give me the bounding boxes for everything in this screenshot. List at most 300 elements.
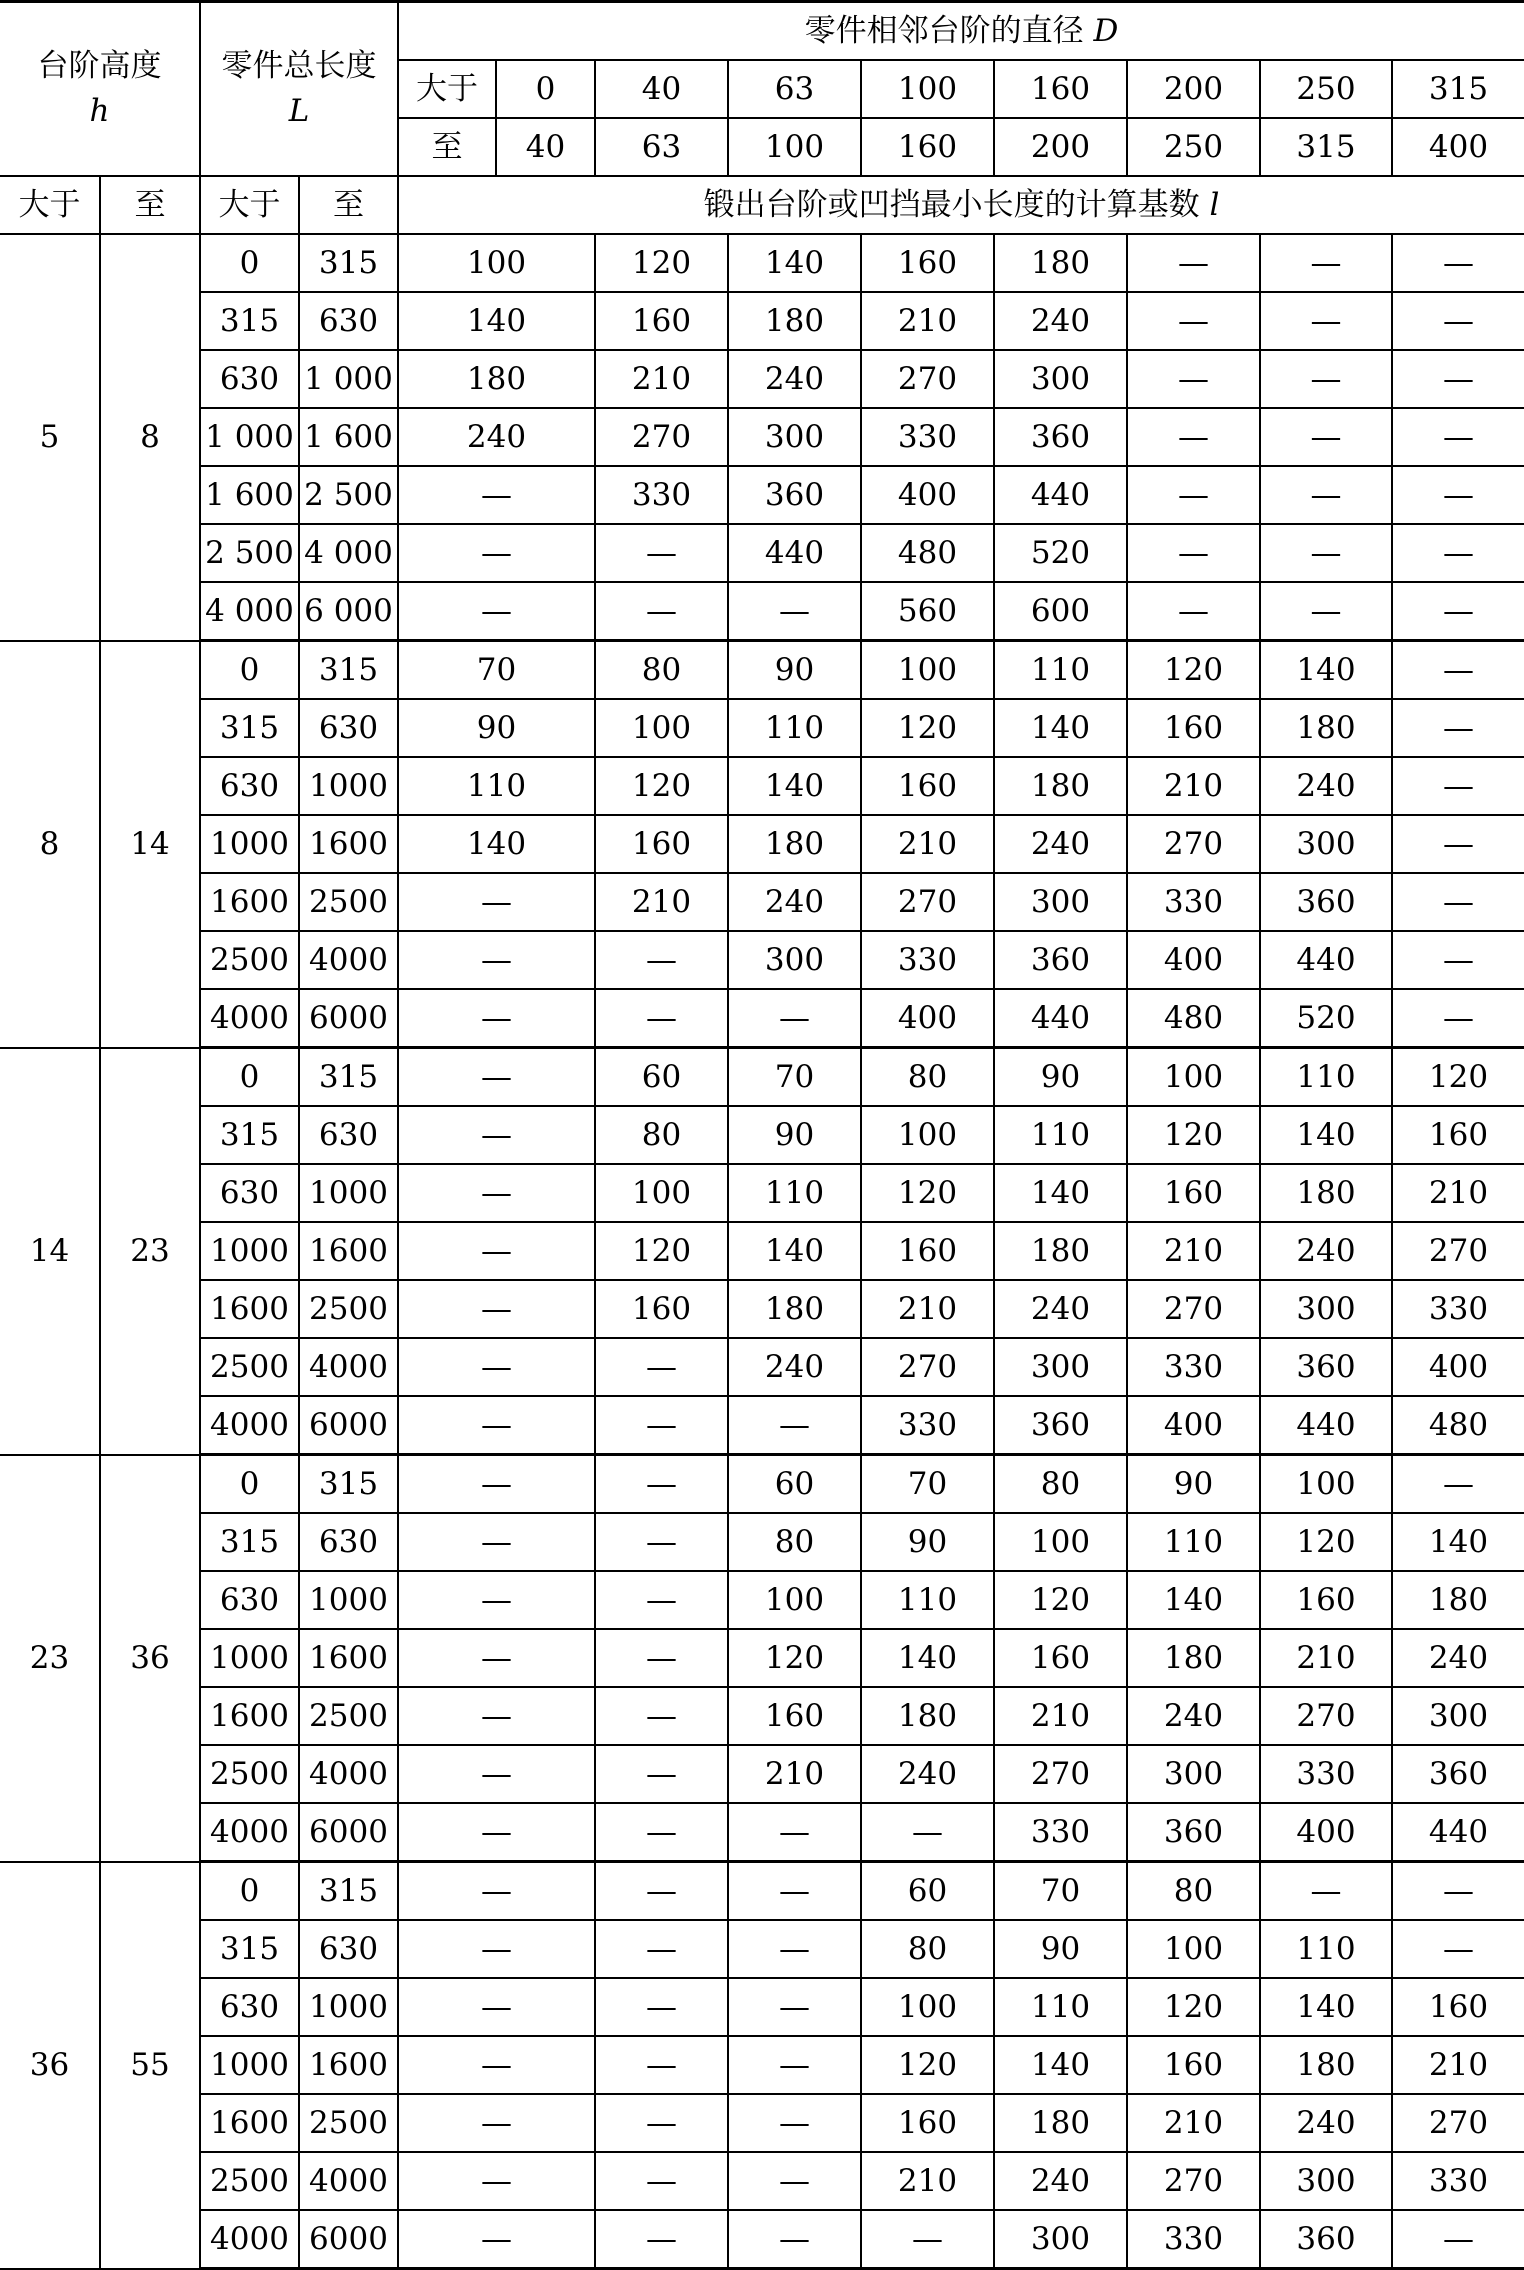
base-length-value: 520 bbox=[994, 524, 1127, 582]
l-to-value: 2500 bbox=[299, 2094, 398, 2152]
base-length-value: 160 bbox=[595, 815, 728, 873]
base-length-value: 400 bbox=[1127, 931, 1260, 989]
base-length-value: 270 bbox=[1392, 2094, 1524, 2152]
base-length-value: — bbox=[1392, 234, 1524, 292]
h-to-value: 8 bbox=[100, 234, 200, 641]
base-length-value: 240 bbox=[1392, 1629, 1524, 1687]
base-length-value: 360 bbox=[994, 931, 1127, 989]
base-length-value: — bbox=[595, 931, 728, 989]
table-row bbox=[0, 1920, 1524, 1978]
base-length-value: 80 bbox=[1127, 1862, 1260, 1921]
base-length-value: 140 bbox=[994, 1164, 1127, 1222]
table-row bbox=[0, 1571, 1524, 1629]
base-length-value: 140 bbox=[1260, 1106, 1392, 1164]
base-length-value: 140 bbox=[728, 1222, 861, 1280]
base-length-value: 210 bbox=[1127, 757, 1260, 815]
base-length-value: 210 bbox=[728, 1745, 861, 1803]
step-height-label: 台阶高度 bbox=[37, 48, 162, 85]
base-length-value: 180 bbox=[728, 815, 861, 873]
base-length-value: 240 bbox=[728, 1338, 861, 1396]
table-row bbox=[0, 931, 1524, 989]
base-length-value: 180 bbox=[861, 1687, 994, 1745]
base-length-value: 240 bbox=[1260, 1222, 1392, 1280]
diameter-label: 零件相邻台阶的直径 bbox=[804, 12, 1084, 49]
base-length-value: — bbox=[595, 1803, 728, 1862]
base-length-value: — bbox=[595, 1629, 728, 1687]
base-header bbox=[398, 176, 1524, 234]
l-to-value: 6000 bbox=[299, 2210, 398, 2269]
base-length-value: 300 bbox=[1260, 815, 1392, 873]
base-length-value: 360 bbox=[994, 1396, 1127, 1455]
l-above-value: 0 bbox=[200, 234, 299, 292]
base-length-value: — bbox=[595, 1978, 728, 2036]
base-length-value: 80 bbox=[861, 1920, 994, 1978]
diameter-above-label: 大于 bbox=[398, 60, 496, 118]
base-length-value: 240 bbox=[1260, 2094, 1392, 2152]
l-to-value: 315 bbox=[299, 1862, 398, 1921]
base-length-value: — bbox=[1392, 989, 1524, 1048]
base-length-value: 270 bbox=[595, 408, 728, 466]
base-length-value: 90 bbox=[398, 699, 595, 757]
l-to-value: 1600 bbox=[299, 1222, 398, 1280]
table-row bbox=[0, 815, 1524, 873]
l-above-value: 4000 bbox=[200, 989, 299, 1048]
base-length-value: 100 bbox=[861, 1978, 994, 2036]
l-to-value: 2500 bbox=[299, 1280, 398, 1338]
base-length-value: 90 bbox=[1127, 1455, 1260, 1514]
base-length-value: 330 bbox=[1260, 1745, 1392, 1803]
l-above-value: 4000 bbox=[200, 2210, 299, 2269]
diameter-to-value: 63 bbox=[595, 118, 728, 176]
l-above-value: 0 bbox=[200, 1862, 299, 1921]
base-length-value: — bbox=[728, 2210, 861, 2269]
base-length-value: — bbox=[398, 989, 595, 1048]
diameter-var: D bbox=[1093, 12, 1119, 49]
l-to-value: 4 000 bbox=[299, 524, 398, 582]
base-length-value: 80 bbox=[595, 1106, 728, 1164]
base-length-value: — bbox=[595, 1513, 728, 1571]
base-length-value: — bbox=[398, 1571, 595, 1629]
table-row bbox=[0, 2152, 1524, 2210]
base-length-value: — bbox=[1127, 292, 1260, 350]
base-length-value: 240 bbox=[728, 350, 861, 408]
base-length-value: 300 bbox=[1260, 2152, 1392, 2210]
base-length-value: — bbox=[728, 1862, 861, 1921]
h-above-label: 大于 bbox=[0, 176, 100, 234]
table-row bbox=[0, 1338, 1524, 1396]
table-row bbox=[0, 1978, 1524, 2036]
l-above-value: 2500 bbox=[200, 2152, 299, 2210]
base-length-value: 180 bbox=[398, 350, 595, 408]
l-to-value: 6000 bbox=[299, 1803, 398, 1862]
base-length-value: 120 bbox=[861, 2036, 994, 2094]
base-length-value: — bbox=[398, 1338, 595, 1396]
table-row bbox=[0, 699, 1524, 757]
base-length-value: 160 bbox=[595, 292, 728, 350]
base-length-value: — bbox=[1392, 757, 1524, 815]
base-length-value: 80 bbox=[994, 1455, 1127, 1514]
base-length-value: — bbox=[595, 1396, 728, 1455]
base-length-value: 120 bbox=[1127, 1978, 1260, 2036]
table-row bbox=[0, 1280, 1524, 1338]
base-length-value: 180 bbox=[1260, 699, 1392, 757]
h-above-value: 8 bbox=[0, 641, 100, 1048]
base-length-value: 110 bbox=[728, 1164, 861, 1222]
base-length-value: 100 bbox=[728, 1571, 861, 1629]
base-length-value: 270 bbox=[861, 873, 994, 931]
base-length-value: 180 bbox=[1260, 2036, 1392, 2094]
base-length-value: 210 bbox=[994, 1687, 1127, 1745]
table-row bbox=[0, 2210, 1524, 2269]
table-row bbox=[0, 1396, 1524, 1455]
base-length-value: 270 bbox=[1392, 1222, 1524, 1280]
base-length-value: 160 bbox=[861, 757, 994, 815]
l-to-value: 2 500 bbox=[299, 466, 398, 524]
base-length-value: 360 bbox=[1127, 1803, 1260, 1862]
l-to-value: 6 000 bbox=[299, 582, 398, 641]
base-length-value: — bbox=[1260, 1862, 1392, 1921]
base-length-value: 360 bbox=[728, 466, 861, 524]
l-above-value: 630 bbox=[200, 350, 299, 408]
l-above-value: 1600 bbox=[200, 2094, 299, 2152]
l-to-value: 1000 bbox=[299, 757, 398, 815]
base-length-value: 270 bbox=[1127, 2152, 1260, 2210]
base-length-value: — bbox=[728, 1978, 861, 2036]
h-above-value: 5 bbox=[0, 234, 100, 641]
base-length-value: 330 bbox=[595, 466, 728, 524]
base-length-value: — bbox=[1260, 582, 1392, 641]
base-length-value: 440 bbox=[1260, 1396, 1392, 1455]
base-length-value: — bbox=[595, 582, 728, 641]
base-length-value: 180 bbox=[728, 292, 861, 350]
base-length-value: 120 bbox=[1127, 641, 1260, 700]
base-length-value: — bbox=[398, 873, 595, 931]
base-length-value: 210 bbox=[1392, 2036, 1524, 2094]
base-length-value: — bbox=[1260, 408, 1392, 466]
base-length-value: 160 bbox=[861, 1222, 994, 1280]
base-length-value: — bbox=[1392, 350, 1524, 408]
l-above-value: 0 bbox=[200, 641, 299, 700]
diameter-above-value: 200 bbox=[1127, 60, 1260, 118]
base-length-value: — bbox=[1127, 408, 1260, 466]
l-to-value: 4000 bbox=[299, 2152, 398, 2210]
base-length-value: — bbox=[398, 1106, 595, 1164]
l-to-value: 1600 bbox=[299, 1629, 398, 1687]
table-row bbox=[0, 524, 1524, 582]
l-to-value: 2500 bbox=[299, 1687, 398, 1745]
base-length-value: — bbox=[398, 1222, 595, 1280]
base-length-value: 100 bbox=[398, 234, 595, 292]
base-length-value: — bbox=[595, 1455, 728, 1514]
base-length-value: 120 bbox=[595, 757, 728, 815]
base-length-value: — bbox=[398, 1164, 595, 1222]
base-length-value: — bbox=[1260, 524, 1392, 582]
base-length-value: 100 bbox=[1127, 1920, 1260, 1978]
base-length-value: 60 bbox=[595, 1048, 728, 1107]
base-length-value: 120 bbox=[1392, 1048, 1524, 1107]
base-length-value: 120 bbox=[595, 1222, 728, 1280]
table-row bbox=[0, 292, 1524, 350]
h-to-value: 14 bbox=[100, 641, 200, 1048]
l-above-value: 1000 bbox=[200, 1629, 299, 1687]
diameter-above-value: 0 bbox=[496, 60, 595, 118]
l-to-value: 315 bbox=[299, 1048, 398, 1107]
diameter-above-value: 100 bbox=[861, 60, 994, 118]
l-above-label: 大于 bbox=[200, 176, 299, 234]
base-length-value: 60 bbox=[861, 1862, 994, 1921]
table-row bbox=[0, 1513, 1524, 1571]
base-length-value: — bbox=[1392, 292, 1524, 350]
base-length-value: — bbox=[398, 1745, 595, 1803]
base-length-value: 160 bbox=[595, 1280, 728, 1338]
base-length-value: — bbox=[398, 1862, 595, 1921]
base-length-value: — bbox=[595, 2036, 728, 2094]
base-length-value: 240 bbox=[1260, 757, 1392, 815]
l-above-value: 315 bbox=[200, 699, 299, 757]
base-length-value: 210 bbox=[1260, 1629, 1392, 1687]
diameter-to-value: 315 bbox=[1260, 118, 1392, 176]
base-length-value: — bbox=[398, 931, 595, 989]
total-length-header bbox=[200, 2, 398, 177]
diameter-to-value: 160 bbox=[861, 118, 994, 176]
l-above-value: 4000 bbox=[200, 1396, 299, 1455]
h-above-value: 14 bbox=[0, 1048, 100, 1455]
l-above-value: 630 bbox=[200, 1978, 299, 2036]
l-above-value: 1000 bbox=[200, 2036, 299, 2094]
table-row bbox=[0, 1862, 1524, 1921]
base-length-value: 180 bbox=[1260, 1164, 1392, 1222]
base-length-value: — bbox=[1260, 350, 1392, 408]
l-to-value: 315 bbox=[299, 641, 398, 700]
base-length-value: 160 bbox=[1127, 1164, 1260, 1222]
base-length-value: 100 bbox=[861, 641, 994, 700]
base-length-value: 330 bbox=[1127, 2210, 1260, 2269]
base-length-value: 440 bbox=[994, 989, 1127, 1048]
base-length-value: 440 bbox=[1260, 931, 1392, 989]
base-length-value: 240 bbox=[861, 1745, 994, 1803]
base-length-value: — bbox=[398, 1629, 595, 1687]
base-length-value: 180 bbox=[1392, 1571, 1524, 1629]
base-length-value: 140 bbox=[994, 2036, 1127, 2094]
base-length-value: — bbox=[398, 2036, 595, 2094]
base-length-value: 180 bbox=[994, 757, 1127, 815]
base-length-value: — bbox=[728, 989, 861, 1048]
table-row bbox=[0, 873, 1524, 931]
base-length-value: 270 bbox=[861, 1338, 994, 1396]
base-length-value: 240 bbox=[994, 2152, 1127, 2210]
l-above-value: 1000 bbox=[200, 815, 299, 873]
base-length-value: 330 bbox=[861, 931, 994, 989]
base-length-value: 270 bbox=[1127, 1280, 1260, 1338]
base-length-value: 160 bbox=[861, 2094, 994, 2152]
base-length-value: 400 bbox=[861, 989, 994, 1048]
base-length-value: 480 bbox=[1392, 1396, 1524, 1455]
base-length-value: — bbox=[398, 2094, 595, 2152]
base-length-value: 180 bbox=[994, 2094, 1127, 2152]
base-length-value: 120 bbox=[595, 234, 728, 292]
base-length-value: 440 bbox=[1392, 1803, 1524, 1862]
base-length-value: 180 bbox=[994, 234, 1127, 292]
base-length-value: — bbox=[728, 2152, 861, 2210]
base-length-value: 240 bbox=[994, 292, 1127, 350]
base-length-value: 140 bbox=[398, 292, 595, 350]
base-length-value: 160 bbox=[1392, 1978, 1524, 2036]
base-length-value: 160 bbox=[1127, 2036, 1260, 2094]
base-length-value: 90 bbox=[861, 1513, 994, 1571]
base-length-value: 60 bbox=[728, 1455, 861, 1514]
l-above-value: 630 bbox=[200, 757, 299, 815]
table-row bbox=[0, 466, 1524, 524]
base-length-value: — bbox=[1392, 1455, 1524, 1514]
diameter-above-value: 160 bbox=[994, 60, 1127, 118]
base-length-value: — bbox=[398, 1396, 595, 1455]
base-length-value: 300 bbox=[1260, 1280, 1392, 1338]
base-length-value: 140 bbox=[994, 699, 1127, 757]
base-length-value: 330 bbox=[1127, 1338, 1260, 1396]
base-length-value: 360 bbox=[1260, 1338, 1392, 1396]
base-length-value: — bbox=[1392, 873, 1524, 931]
h-to-value: 55 bbox=[100, 1862, 200, 2269]
l-to-value: 6000 bbox=[299, 1396, 398, 1455]
base-length-value: 90 bbox=[994, 1920, 1127, 1978]
base-length-value: 160 bbox=[1392, 1106, 1524, 1164]
diameter-to-value: 250 bbox=[1127, 118, 1260, 176]
base-length-value: 210 bbox=[861, 2152, 994, 2210]
base-length-value: 440 bbox=[994, 466, 1127, 524]
base-length-value: 360 bbox=[1260, 873, 1392, 931]
base-length-value: 140 bbox=[1392, 1513, 1524, 1571]
step-height-var: h bbox=[89, 93, 110, 129]
base-length-value: 330 bbox=[861, 408, 994, 466]
table-row bbox=[0, 1164, 1524, 1222]
table-row bbox=[0, 1687, 1524, 1745]
base-length-value: 160 bbox=[1260, 1571, 1392, 1629]
base-length-value: 120 bbox=[1127, 1106, 1260, 1164]
base-length-value: — bbox=[595, 1862, 728, 1921]
l-to-value: 1600 bbox=[299, 815, 398, 873]
base-length-value: 210 bbox=[595, 350, 728, 408]
base-length-value: 70 bbox=[994, 1862, 1127, 1921]
h-above-value: 36 bbox=[0, 1862, 100, 2269]
base-length-value: 110 bbox=[1260, 1048, 1392, 1107]
base-length-value: 240 bbox=[994, 815, 1127, 873]
base-length-value: — bbox=[398, 1048, 595, 1107]
h-to-label: 至 bbox=[100, 176, 200, 234]
base-length-value: 70 bbox=[728, 1048, 861, 1107]
base-length-value: 120 bbox=[861, 699, 994, 757]
base-length-value: 360 bbox=[1392, 1745, 1524, 1803]
base-label: 锻出台阶或凹挡最小长度的计算基数 bbox=[703, 186, 1200, 223]
base-length-value: 360 bbox=[994, 408, 1127, 466]
l-above-value: 1 000 bbox=[200, 408, 299, 466]
l-to-value: 315 bbox=[299, 234, 398, 292]
table-row bbox=[0, 582, 1524, 641]
base-length-value: 440 bbox=[728, 524, 861, 582]
base-length-value: 120 bbox=[994, 1571, 1127, 1629]
base-length-value: — bbox=[1127, 524, 1260, 582]
l-to-label: 至 bbox=[299, 176, 398, 234]
base-length-value: 100 bbox=[595, 1164, 728, 1222]
base-length-value: — bbox=[861, 2210, 994, 2269]
table-row bbox=[0, 1745, 1524, 1803]
base-length-value: 160 bbox=[728, 1687, 861, 1745]
base-length-value: 240 bbox=[728, 873, 861, 931]
base-length-value: 240 bbox=[994, 1280, 1127, 1338]
base-length-value: 90 bbox=[728, 641, 861, 700]
base-length-value: 300 bbox=[728, 408, 861, 466]
base-length-value: — bbox=[1260, 234, 1392, 292]
base-length-value: 80 bbox=[595, 641, 728, 700]
base-length-value: 240 bbox=[1127, 1687, 1260, 1745]
header-row-4 bbox=[0, 176, 1524, 234]
l-above-value: 1 600 bbox=[200, 466, 299, 524]
base-length-value: — bbox=[398, 466, 595, 524]
base-length-value: 270 bbox=[861, 350, 994, 408]
base-length-value: 80 bbox=[861, 1048, 994, 1107]
table-row bbox=[0, 2094, 1524, 2152]
h-above-value: 23 bbox=[0, 1455, 100, 1862]
l-to-value: 1000 bbox=[299, 1571, 398, 1629]
base-length-value: 180 bbox=[728, 1280, 861, 1338]
l-above-value: 315 bbox=[200, 1513, 299, 1571]
base-length-value: 140 bbox=[728, 234, 861, 292]
base-length-value: — bbox=[595, 1745, 728, 1803]
base-length-value: 120 bbox=[1260, 1513, 1392, 1571]
diameter-to-value: 200 bbox=[994, 118, 1127, 176]
base-length-value: — bbox=[728, 1920, 861, 1978]
diameter-above-value: 315 bbox=[1392, 60, 1524, 118]
base-length-value: — bbox=[1392, 815, 1524, 873]
base-length-value: 330 bbox=[1127, 873, 1260, 931]
l-above-value: 1600 bbox=[200, 1280, 299, 1338]
base-length-value: — bbox=[1392, 699, 1524, 757]
base-length-value: — bbox=[1127, 466, 1260, 524]
base-length-value: 140 bbox=[398, 815, 595, 873]
base-length-value: 270 bbox=[1127, 815, 1260, 873]
base-length-value: 110 bbox=[861, 1571, 994, 1629]
l-above-value: 2500 bbox=[200, 931, 299, 989]
h-to-value: 23 bbox=[100, 1048, 200, 1455]
base-length-value: 140 bbox=[1260, 1978, 1392, 2036]
base-length-value: — bbox=[398, 2210, 595, 2269]
l-to-value: 1000 bbox=[299, 1978, 398, 2036]
table-row bbox=[0, 2036, 1524, 2094]
base-length-value: 110 bbox=[994, 1106, 1127, 1164]
table-row bbox=[0, 234, 1524, 292]
base-length-value: — bbox=[595, 1571, 728, 1629]
diameter-header bbox=[398, 2, 1524, 61]
base-length-value: 70 bbox=[861, 1455, 994, 1514]
diameter-above-value: 40 bbox=[595, 60, 728, 118]
l-above-value: 0 bbox=[200, 1455, 299, 1514]
base-length-value: 210 bbox=[861, 1280, 994, 1338]
h-to-value: 36 bbox=[100, 1455, 200, 1862]
l-above-value: 2500 bbox=[200, 1745, 299, 1803]
l-above-value: 2 500 bbox=[200, 524, 299, 582]
base-length-value: — bbox=[398, 524, 595, 582]
base-length-value: 160 bbox=[861, 234, 994, 292]
base-length-value: 180 bbox=[1127, 1629, 1260, 1687]
base-length-value: 160 bbox=[994, 1629, 1127, 1687]
base-length-value: 80 bbox=[728, 1513, 861, 1571]
l-to-value: 1 000 bbox=[299, 350, 398, 408]
base-var: l bbox=[1209, 186, 1220, 223]
base-length-value: — bbox=[1392, 582, 1524, 641]
base-length-value: 210 bbox=[1127, 1222, 1260, 1280]
base-length-value: 300 bbox=[728, 931, 861, 989]
l-to-value: 4000 bbox=[299, 1338, 398, 1396]
base-length-value: — bbox=[595, 1920, 728, 1978]
